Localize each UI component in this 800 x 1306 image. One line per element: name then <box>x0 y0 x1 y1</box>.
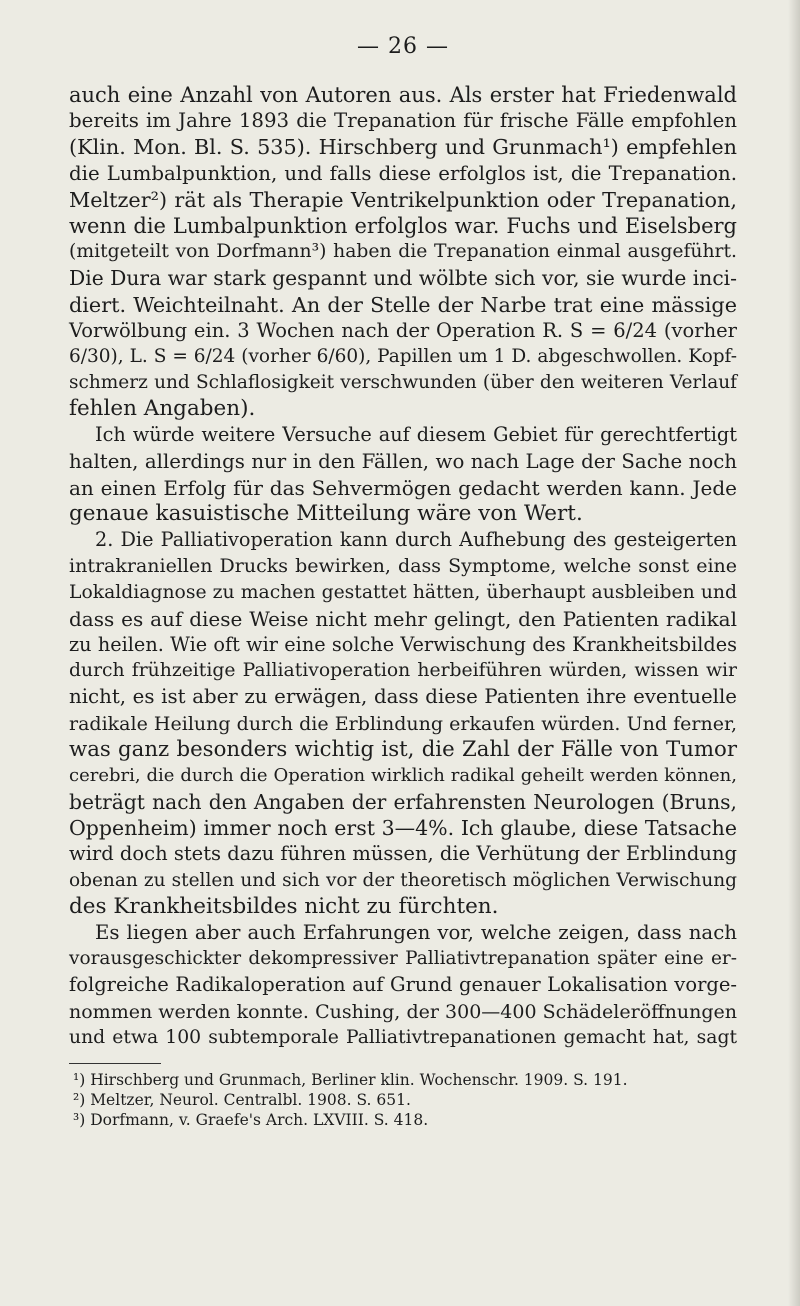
text-line: (mitgeteilt von Dorfmann³) haben die Trepanation einmal ausgeführt. <box>69 241 737 263</box>
footnote: ³) Dorfmann, v. Graefe's Arch. LXVIII. S. 418. <box>73 1110 429 1129</box>
footnotes <box>69 1070 737 1130</box>
text-line: an einen Erfolg für das Sehvermögen gedacht werden kann. Jede <box>69 475 737 500</box>
text-line: des Krankheitsbildes nicht zu fürchten. <box>69 893 499 919</box>
body-text <box>69 82 737 1051</box>
text-line: zu heilen. Wie oft wir eine solche Verwischung des Krankheitsbildes <box>69 632 737 656</box>
text-line: wenn die Lumbalpunktion erfolglos war. Fuchs und Eiselsberg <box>69 213 737 238</box>
text-line: die Lumbalpunktion, und falls diese erfolglos ist, die Trepanation. <box>69 161 737 185</box>
text-line: was ganz besonders wichtig ist, die Zahl der Fälle von Tumor <box>69 736 737 762</box>
text-line: Ich würde weitere Versuche auf diesem Gebiet für gerechtfertigt <box>95 423 737 447</box>
text-line: nommen werden konnte. Cushing, der 300—400 Schädeleröffnungen <box>69 1000 737 1023</box>
text-line: obenan zu stellen und sich vor der theoretisch möglichen Verwischung <box>69 869 737 891</box>
text-line: halten, allerdings nur in den Fällen, wo nach Lage der Sache noch <box>69 449 737 473</box>
text-line: wird doch stets dazu führen müssen, die Verhütung der Erblindung <box>69 842 737 866</box>
text-line: 2. Die Palliativoperation kann durch Aufhebung des gesteigerten <box>95 528 737 552</box>
text-line: folgreiche Radikaloperation auf Grund genauer Lokalisation vorge- <box>69 973 737 997</box>
text-line: Die Dura war stark gespannt und wölbte sich vor, sie wurde inci- <box>69 266 737 291</box>
text-line: nicht, es ist aber zu erwägen, dass diese Patienten ihre eventuelle <box>69 685 737 709</box>
footnote-rule <box>69 1063 161 1064</box>
page-edge-shadow <box>788 0 800 1306</box>
text-line: fehlen Angaben). <box>69 396 256 422</box>
page-number: — 26 — <box>357 34 449 59</box>
book-page <box>69 0 737 1130</box>
text-line: 6/30), L. S = 6/24 (vorher 6/60), Papillen um 1 D. abgeschwollen. Kopf- <box>69 345 737 367</box>
text-line: intrakraniellen Drucks bewirken, dass Symptome, welche sonst eine <box>69 555 737 578</box>
footnote: ²) Meltzer, Neurol. Centralbl. 1908. S. 651. <box>73 1090 411 1109</box>
text-line: radikale Heilung durch die Erblindung erkaufen würden. Und ferner, <box>69 712 737 735</box>
text-line: genaue kasuistische Mitteilung wäre von Wert. <box>69 501 583 526</box>
text-line: dass es auf diese Weise nicht mehr gelingt, den Patienten radikal <box>69 606 737 631</box>
text-line: Es liegen aber auch Erfahrungen vor, welche zeigen, dass nach <box>95 921 737 944</box>
text-line: vorausgeschickter dekompressiver Palliativtrepanation später eine er- <box>69 948 737 970</box>
text-line: Meltzer²) rät als Therapie Ventrikelpunktion oder Trepanation, <box>69 187 737 212</box>
text-line: Vorwölbung ein. 3 Wochen nach der Operation R. S = 6/24 (vorher <box>69 318 737 342</box>
footnote: ¹) Hirschberg und Grunmach, Berliner klin. Wochenschr. 1909. S. 191. <box>73 1070 628 1089</box>
text-line: (Klin. Mon. Bl. S. 535). Hirschberg und Grunmach¹) empfehlen <box>69 135 737 160</box>
text-line: und etwa 100 subtemporale Palliativtrepanationen gemacht hat, sagt <box>69 1026 737 1048</box>
text-line: Lokaldiagnose zu machen gestattet hätten, überhaupt ausbleiben und <box>69 581 737 603</box>
text-line: Oppenheim) immer noch erst 3—4%. Ich glaube, diese Tatsache <box>69 816 737 841</box>
text-line: cerebri, die durch die Operation wirklich radikal geheilt werden können, <box>69 764 737 786</box>
text-line: schmerz und Schlaflosigkeit verschwunden (über den weiteren Verlauf <box>69 372 737 394</box>
text-line: auch eine Anzahl von Autoren aus. Als erster hat Friedenwald <box>69 83 737 107</box>
text-line: diert. Weichteilnaht. An der Stelle der Narbe trat eine mässige <box>69 292 737 317</box>
text-line: bereits im Jahre 1893 die Trepanation für frische Fälle empfohlen <box>69 109 737 133</box>
text-line: durch frühzeitige Palliativoperation herbeiführen würden, wissen wir <box>69 660 737 682</box>
text-line: beträgt nach den Angaben der erfahrensten Neurologen (Bruns, <box>69 790 737 815</box>
